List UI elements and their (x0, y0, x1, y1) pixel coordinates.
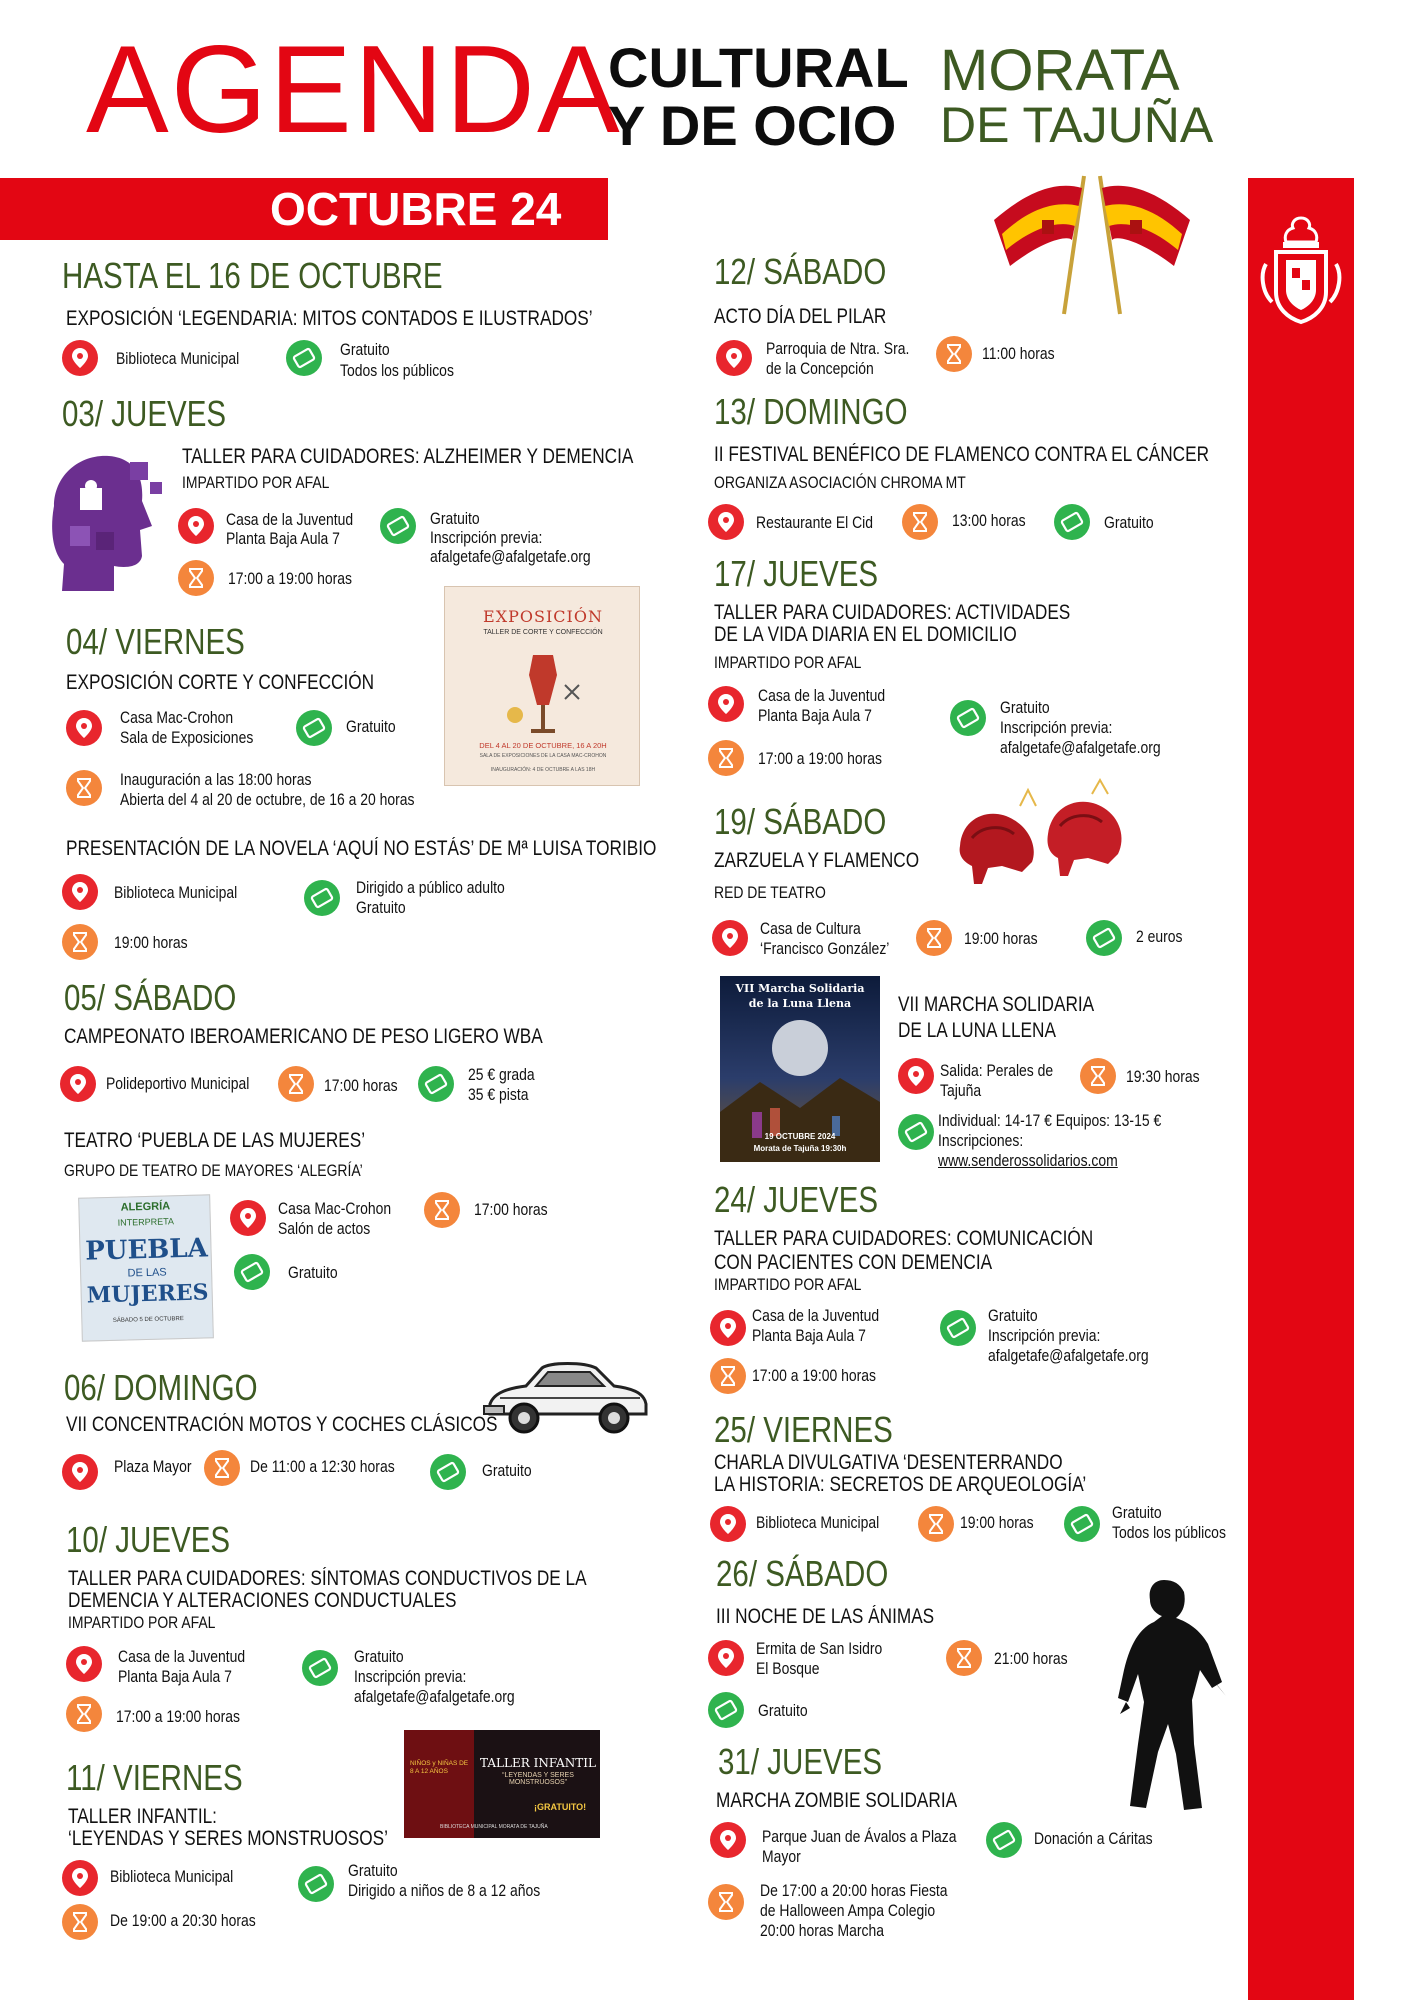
event-registration: Inscripciones: (938, 1131, 1024, 1150)
event-place-detail: El Bosque (756, 1659, 820, 1678)
poster-subtitle: TALLER DE CORTE Y CONFECCIÓN (483, 629, 603, 636)
poster-venue: BIBLIOTECA MUNICIPAL MORATA DE TAJUÑA (440, 1824, 548, 1830)
poster-line: SÁBADO 5 DE OCTUBRE (112, 1316, 184, 1324)
poster-line: PUEBLA (84, 1233, 209, 1267)
day-heading-19: 19/ SÁBADO (714, 801, 887, 842)
event-place: Restaurante El Cid (756, 513, 874, 532)
clock-icon (946, 1640, 982, 1676)
poster-place: Morata de Tajuña 19:30h (753, 1144, 847, 1153)
poster-free: ¡GRATUITO! (534, 1802, 587, 1812)
event-place: Biblioteca Municipal (756, 1513, 880, 1532)
event-place-detail: Tajuña (940, 1081, 982, 1100)
ticket-icon (950, 700, 986, 736)
clock-icon (916, 920, 952, 956)
event-place-detail: Salón de actos (278, 1219, 371, 1238)
clock-icon (708, 740, 744, 776)
ticket-icon (234, 1254, 270, 1290)
ticket-icon (302, 1650, 338, 1686)
event-price: Gratuito (482, 1461, 532, 1480)
event-subtitle: GRUPO DE TEATRO DE MAYORES ‘ALEGRÍA’ (64, 1161, 363, 1180)
event-price-note: Todos los públicos (340, 361, 454, 380)
clock-icon (1080, 1058, 1116, 1094)
event-time: 19:30 horas (1126, 1067, 1200, 1086)
day-heading-13: 13/ DOMINGO (714, 391, 908, 432)
title-ocio: Y DE OCIO (608, 94, 897, 157)
event-title-cont: LA HISTORIA: SECRETOS DE ARQUEOLOGÍA’ (714, 1473, 1087, 1496)
event-title: EXPOSICIÓN CORTE Y CONFECCIÓN (66, 671, 375, 694)
ticket-icon (304, 880, 340, 916)
flamenco-shoes-illustration (952, 776, 1128, 890)
event-price: Gratuito (430, 509, 480, 528)
clock-icon (902, 504, 938, 540)
location-pin-icon (230, 1200, 266, 1236)
event-email: afalgetafe@afalgetafe.org (1000, 738, 1161, 757)
event-subtitle: IMPARTIDO POR AFAL (714, 1275, 862, 1294)
event-place: Casa Mac-Crohon (278, 1199, 392, 1218)
day-heading-17: 17/ JUEVES (714, 553, 879, 594)
event-place: Polideportivo Municipal (106, 1074, 250, 1093)
event-audience: Dirigido a niños de 8 a 12 años (348, 1881, 541, 1900)
side-bar (1248, 178, 1354, 2000)
event-title-cont: ‘LEYENDAS Y SERES MONSTRUOSOS’ (68, 1827, 388, 1850)
day-heading-12: 12/ SÁBADO (714, 251, 887, 292)
event-price: Individual: 14-17 € Equipos: 13-15 € (938, 1111, 1162, 1130)
event-email: afalgetafe@afalgetafe.org (354, 1687, 515, 1706)
poster-line: DE LAS (127, 1266, 167, 1280)
poster-line: ALEGRÍA (120, 1200, 171, 1214)
event-title: TALLER INFANTIL: (68, 1805, 217, 1828)
location-pin-icon (62, 1454, 98, 1490)
event-title: ACTO DÍA DEL PILAR (714, 305, 887, 328)
poster-side: NIÑOS y NIÑAS DE 8 A 12 AÑOS (410, 1760, 469, 1775)
event-time: 17:00 a 19:00 horas (752, 1366, 877, 1385)
event-place-detail: Planta Baja Aula 7 (758, 706, 872, 725)
clock-icon (62, 1904, 98, 1940)
event-time: 19:00 horas (114, 933, 188, 952)
day-heading-03: 03/ JUEVES (62, 393, 227, 434)
event-place-detail: Sala de Exposiciones (120, 728, 254, 747)
event-place-detail: ‘Francisco González’ (760, 939, 890, 958)
location-pin-icon (66, 1646, 102, 1682)
event-place: Casa Mac-Crohon (120, 708, 234, 727)
event-title: EXPOSICIÓN ‘LEGENDARIA: MITOS CONTADOS E ILUSTRADOS’ (66, 307, 593, 330)
ticket-icon (286, 340, 322, 376)
clock-icon (936, 336, 972, 372)
event-time: 11:00 horas (982, 344, 1055, 363)
title-morata: MORATA (940, 38, 1180, 103)
event-place: Casa de la Juventud (752, 1306, 880, 1325)
event-time: De 19:00 a 20:30 horas (110, 1911, 256, 1930)
event-title: VII CONCENTRACIÓN MOTOS Y COCHES CLÁSICOS (66, 1413, 498, 1436)
event-price: Gratuito (346, 717, 396, 736)
event-time: 17:00 horas (324, 1076, 398, 1095)
location-pin-icon (708, 1640, 744, 1676)
event-title-cont: DEMENCIA Y ALTERACIONES CONDUCTUALES (68, 1589, 457, 1612)
poster-venue: SALA DE EXPOSICIONES DE LA CASA MAC-CROHON (479, 753, 607, 759)
event-place-detail: de la Concepción (766, 359, 874, 378)
event-price: 2 euros (1136, 927, 1183, 946)
event-time-detail: de Halloween Ampa Colegio (760, 1901, 936, 1920)
event-price: 25 € grada (468, 1065, 535, 1084)
event-subtitle: IMPARTIDO POR AFAL (182, 473, 330, 492)
event-title-cont: DE LA VIDA DIARIA EN EL DOMICILIO (714, 623, 1017, 646)
event-place-detail: Planta Baja Aula 7 (226, 529, 340, 548)
event-title: TALLER PARA CUIDADORES: ACTIVIDADES (714, 601, 1071, 624)
location-pin-icon (708, 686, 744, 722)
day-heading-31: 31/ JUEVES (718, 1741, 883, 1782)
title-tajuna: DE TAJUÑA (940, 97, 1214, 153)
event-title: CAMPEONATO IBEROAMERICANO DE PESO LIGERO WBA (64, 1025, 543, 1048)
event-place-detail: Planta Baja Aula 7 (752, 1326, 866, 1345)
spanish-flags-illustration (984, 170, 1202, 320)
location-pin-icon (712, 920, 748, 956)
event-price: Gratuito (1000, 698, 1050, 717)
ticket-icon (296, 710, 332, 746)
event-price: Gratuito (288, 1263, 338, 1282)
event-title-cont: DE LA LUNA LLENA (898, 1019, 1056, 1042)
event-price: Gratuito (1112, 1503, 1162, 1522)
event-place: Casa de Cultura (760, 919, 861, 938)
classic-car-illustration (480, 1342, 650, 1446)
day-heading-24: 24/ JUEVES (714, 1179, 879, 1220)
event-time: Inauguración a las 18:00 horas (120, 770, 312, 789)
clock-icon (204, 1450, 240, 1486)
event-place-detail: Planta Baja Aula 7 (118, 1667, 232, 1686)
clock-icon (66, 1696, 102, 1732)
event-price: Gratuito (356, 898, 406, 917)
event-price-note: Inscripción previa: (988, 1326, 1101, 1345)
ticket-icon (1054, 504, 1090, 540)
town-crest-icon (1258, 212, 1344, 332)
event-time-detail: Abierta del 4 al 20 de octubre, de 16 a 20 horas (120, 790, 415, 809)
ticket-icon (940, 1310, 976, 1346)
title-agenda: AGENDA (86, 21, 622, 159)
clock-icon (178, 560, 214, 596)
event-place: Salida: Perales de (940, 1061, 1054, 1080)
event-place: Parroquia de Ntra. Sra. (766, 339, 910, 358)
ticket-icon (1086, 920, 1122, 956)
day-heading-04: 04/ VIERNES (66, 621, 245, 662)
event-time: De 11:00 a 12:30 horas (250, 1457, 395, 1476)
clock-icon (918, 1506, 954, 1542)
event-audience: Dirigido a público adulto (356, 878, 505, 897)
location-pin-icon (60, 1066, 96, 1102)
ticket-icon (1064, 1506, 1100, 1542)
event-time: 17:00 a 19:00 horas (758, 749, 883, 768)
ticket-icon (986, 1822, 1022, 1858)
exposicion-poster (444, 586, 640, 786)
poster-date: 19 OCTUBRE 2024 (764, 1132, 836, 1141)
day-heading-06: 06/ DOMINGO (64, 1367, 258, 1408)
event-price-alt: 35 € pista (468, 1085, 529, 1104)
event-subtitle: IMPARTIDO POR AFAL (68, 1613, 216, 1632)
event-time-detail: 20:00 horas Marcha (760, 1921, 884, 1940)
ticket-icon (430, 1454, 466, 1490)
event-subtitle: ORGANIZA ASOCIACIÓN CHROMA MT (714, 473, 966, 492)
event-place: Casa de la Juventud (118, 1647, 246, 1666)
event-email: afalgetafe@afalgetafe.org (988, 1346, 1149, 1365)
ticket-icon (898, 1114, 934, 1150)
zombie-silhouette-illustration (1104, 1574, 1234, 1824)
event-audience: Todos los públicos (1112, 1523, 1226, 1542)
event-title: CHARLA DIVULGATIVA ‘DESENTERRANDO (714, 1451, 1063, 1474)
event-time: 19:00 horas (960, 1513, 1034, 1532)
location-pin-icon (710, 1822, 746, 1858)
location-pin-icon (708, 504, 744, 540)
clock-icon (710, 1358, 746, 1394)
event-time: 17:00 horas (474, 1200, 548, 1219)
event-title: TALLER PARA CUIDADORES: SÍNTOMAS CONDUCTIVOS DE LA (68, 1567, 587, 1590)
event-price-note: Inscripción previa: (1000, 718, 1113, 737)
event-title: III NOCHE DE LAS ÁNIMAS (716, 1605, 935, 1628)
event-subtitle: IMPARTIDO POR AFAL (714, 653, 862, 672)
event-time: De 17:00 a 20:00 horas Fiesta (760, 1881, 948, 1900)
puebla-poster (78, 1194, 214, 1341)
poster-title: VII Marcha Solidaria (735, 982, 865, 995)
location-pin-icon (62, 340, 98, 376)
event-title: MARCHA ZOMBIE SOLIDARIA (716, 1789, 958, 1812)
poster-line: INTERPRETA (117, 1216, 175, 1228)
taller-infantil-poster (404, 1730, 600, 1838)
location-pin-icon (178, 508, 214, 544)
clock-icon (278, 1066, 314, 1102)
event-price: Gratuito (348, 1861, 398, 1880)
event-time: 13:00 horas (952, 511, 1026, 530)
location-pin-icon (716, 340, 752, 376)
event-time: 17:00 a 19:00 horas (116, 1707, 241, 1726)
event-title: TALLER PARA CUIDADORES: ALZHEIMER Y DEMENCIA (182, 445, 634, 468)
ticket-icon (298, 1866, 334, 1902)
day-heading-10: 10/ JUEVES (66, 1519, 231, 1560)
event-place: Casa de la Juventud (226, 510, 354, 529)
event-subtitle: RED DE TEATRO (714, 883, 826, 902)
event-place: Casa de la Juventud (758, 686, 886, 705)
location-pin-icon (62, 874, 98, 910)
clock-icon (62, 924, 98, 960)
poster-dates: DEL 4 AL 20 DE OCTUBRE, 16 A 20H (479, 741, 607, 750)
event-place: Parque Juan de Ávalos a Plaza (762, 1827, 957, 1846)
event-title: TALLER PARA CUIDADORES: COMUNICACIÓN (714, 1227, 1094, 1250)
poster-title: EXPOSICIÓN (483, 607, 603, 626)
event-place: Biblioteca Municipal (114, 883, 238, 902)
event-title: PRESENTACIÓN DE LA NOVELA ‘AQUÍ NO ESTÁS’ DE Mª LUISA TORIBIO (66, 837, 657, 860)
event-price: Gratuito (988, 1306, 1038, 1325)
location-pin-icon (898, 1058, 934, 1094)
poster-title: TALLER INFANTIL (480, 1756, 596, 1770)
day-heading-26: 26/ SÁBADO (716, 1553, 889, 1594)
luna-llena-poster (720, 976, 880, 1162)
poster-subtitle: “LEYENDAS Y SERES MONSTRUOSOS” (502, 1772, 574, 1786)
event-price: Donación a Cáritas (1034, 1829, 1153, 1848)
location-pin-icon (62, 1860, 98, 1896)
event-place: Biblioteca Municipal (116, 349, 240, 368)
event-title: VII MARCHA SOLIDARIA (898, 993, 1095, 1016)
poster-opening: INAUGURACIÓN: 4 DE OCTUBRE A LAS 18H (490, 767, 596, 773)
clock-icon (424, 1192, 460, 1228)
location-pin-icon (710, 1310, 746, 1346)
day-heading-11: 11/ VIERNES (66, 1757, 243, 1798)
event-place-detail: Mayor (762, 1847, 801, 1866)
event-price: Gratuito (758, 1701, 808, 1720)
event-place: Plaza Mayor (114, 1457, 192, 1476)
clock-icon (708, 1884, 744, 1920)
day-heading-05: 05/ SÁBADO (64, 977, 237, 1018)
ticket-icon (380, 508, 416, 544)
event-price: Gratuito (354, 1647, 404, 1666)
ticket-icon (418, 1066, 454, 1102)
month-label: OCTUBRE 24 (270, 183, 562, 235)
day-heading-hasta: HASTA EL 16 DE OCTUBRE (62, 255, 443, 296)
location-pin-icon (66, 710, 102, 746)
event-title: TEATRO ‘PUEBLA DE LAS MUJERES’ (64, 1129, 366, 1152)
puzzle-head-illustration (34, 446, 168, 596)
event-place: Ermita de San Isidro (756, 1639, 883, 1658)
event-price-note: Inscripción previa: (430, 528, 543, 547)
poster-line: MUJERES (86, 1279, 209, 1309)
event-time: 17:00 a 19:00 horas (228, 569, 353, 588)
poster-title-cont: de la Luna Llena (748, 997, 852, 1010)
clock-icon (66, 770, 102, 806)
event-price-note: Inscripción previa: (354, 1667, 467, 1686)
ticket-icon (708, 1692, 744, 1728)
title-cultural: CULTURAL (608, 36, 909, 99)
event-email: afalgetafe@afalgetafe.org (430, 547, 591, 566)
event-time: 21:00 horas (994, 1649, 1068, 1668)
event-place: Biblioteca Municipal (110, 1867, 234, 1886)
event-price: Gratuito (1104, 513, 1154, 532)
registration-link[interactable]: www.senderossolidarios.com (938, 1151, 1118, 1170)
event-time: 19:00 horas (964, 929, 1038, 948)
event-title: II FESTIVAL BENÉFICO DE FLAMENCO CONTRA EL CÁNCER (714, 443, 1210, 466)
location-pin-icon (710, 1506, 746, 1542)
event-price: Gratuito (340, 340, 390, 359)
event-title-cont: CON PACIENTES CON DEMENCIA (714, 1251, 993, 1274)
event-title: ZARZUELA Y FLAMENCO (714, 849, 920, 872)
day-heading-25: 25/ VIERNES (714, 1409, 893, 1450)
